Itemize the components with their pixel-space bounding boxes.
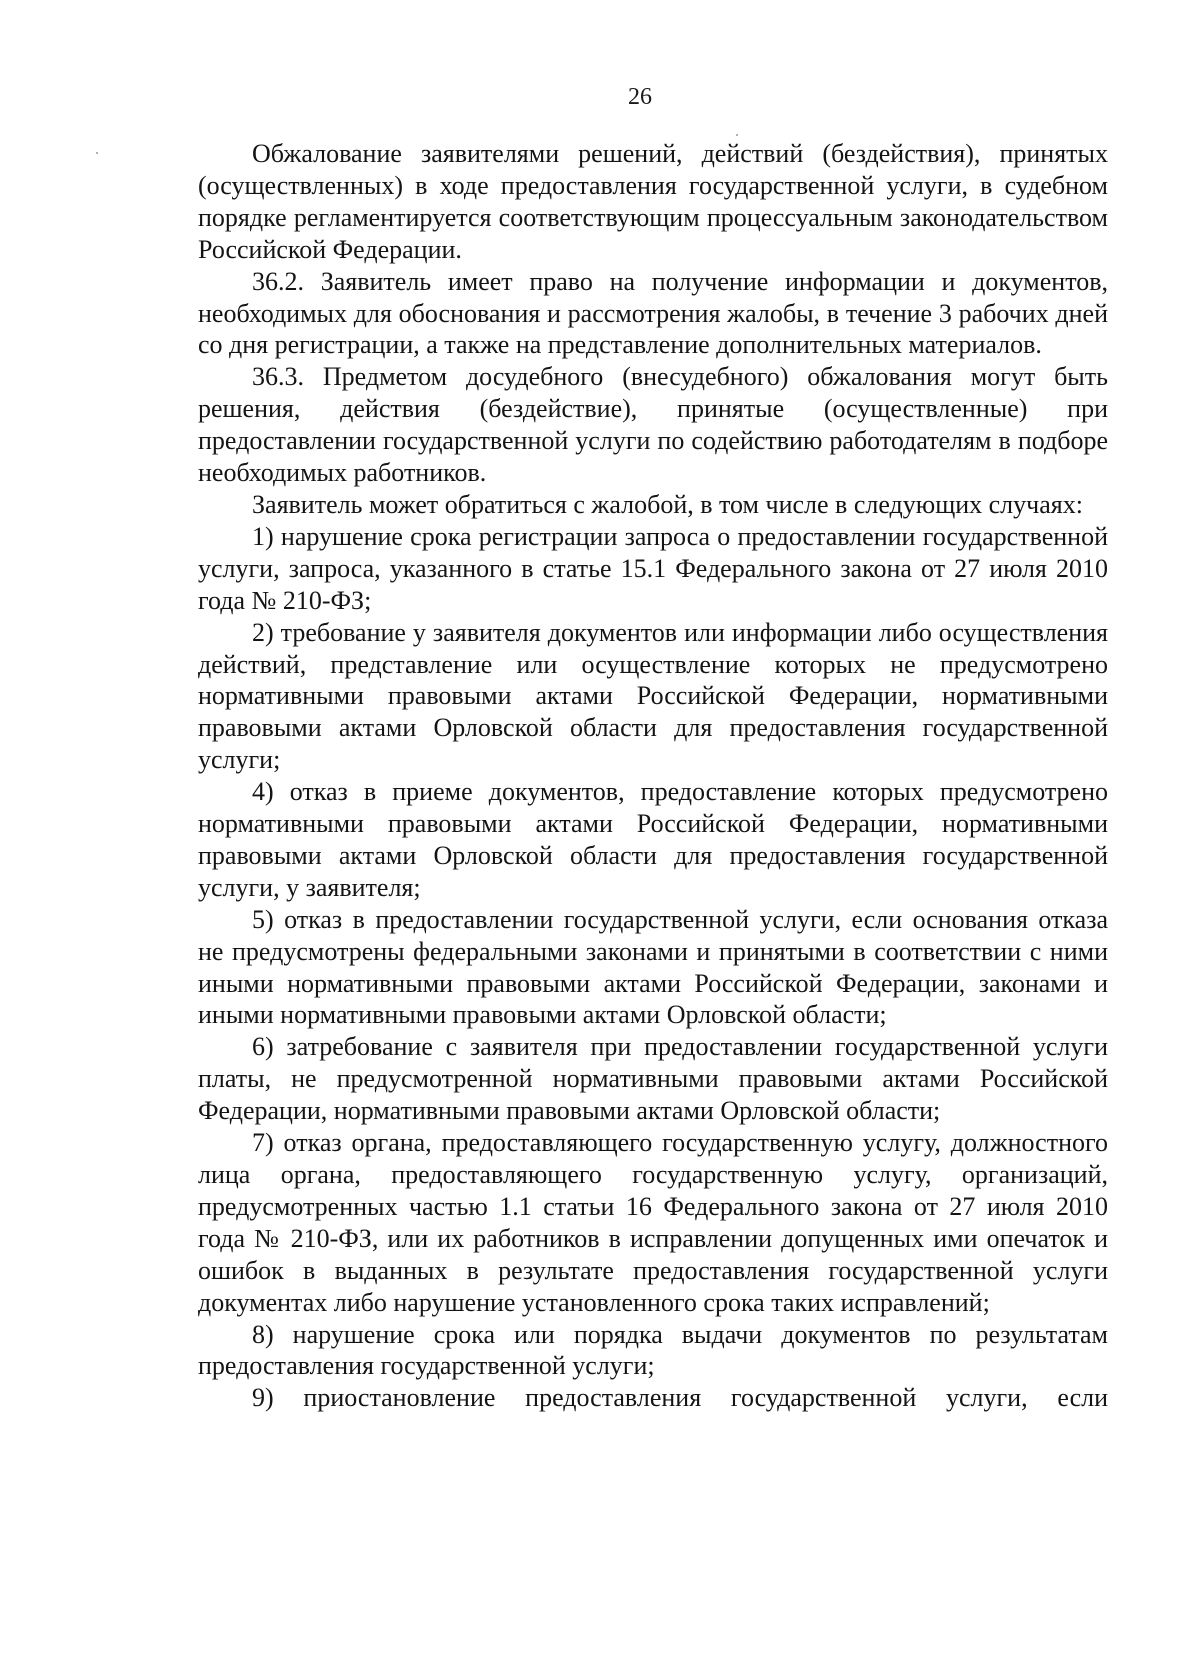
paragraph: 7) отказ органа, предоставляющего государственную услугу, должностного лица органа, предоставляющего государственную услугу, организаций, предусмотренных частью 1.1 статьи 16 Федерального закона от 27 июля 2010 года № 210-ФЗ, или их работников в исправлении допущенных ими опечаток и ошибок в выданных в результате предоставления государственной услуги документах либо нарушение установленного срока таких исправлений; xyxy=(198,1128,1108,1317)
paragraph: 5) отказ в предоставлении государственной услуги, если основания отказа не предусмотрены федеральными законами и принятыми в соответствии с ними иными нормативными правовыми актами Российской Федерации, законами и иными нормативными правовыми актами Орловской области; xyxy=(198,904,1108,1030)
paragraph: 36.3. Предметом досудебного (внесудебного) обжалования могут быть решения, действия (бездействие), принятые (осуществленные) при предоставлении государственной услуги по содействию работодателям в подборе необходимых работников. xyxy=(198,362,1108,488)
paragraph: 4) отказ в приеме документов, предоставление которых предусмотрено нормативными правовыми актами Российской Федерации, нормативными правовыми актами Орловской области для предоставления государственной услуги, у заявителя; xyxy=(198,777,1108,902)
paragraph: 2) требование у заявителя документов или информации либо осуществления действий, представление или осуществление которых не предусмотрено нормативными правовыми актами Российской Федерации, нормативными правовыми актами Орловской области для предоставления государственной услуги; xyxy=(198,617,1108,775)
paragraph: 1) нарушение срока регистрации запроса о предоставлении государственной услуги, запроса, указанного в статье 15.1 Федерального закона от 27 июля 2010 года № 210-ФЗ; xyxy=(198,521,1108,615)
page-number: 26 xyxy=(628,84,652,110)
scan-speck xyxy=(96,152,98,154)
paragraph: 6) затребование с заявителя при предоставлении государственной услуги платы, не предусмотренной нормативными правовыми актами Российской Федерации, нормативными правовыми актами Орловской области; xyxy=(198,1032,1108,1126)
paragraph: Обжалование заявителями решений, действий (бездействия), принятых (осуществленных) в ходе предоставления государственной услуги, в судебном порядке регламентируется соответствующим процессуальным законодательством Российской Федерации. xyxy=(198,139,1108,264)
paragraph: 36.2. Заявитель имеет право на получение информации и документов, необходимых для обоснования и рассмотрения жалобы, в течение 3 рабочих дней со дня регистрации, а также на представление дополнительных материалов. xyxy=(198,266,1108,360)
document-body xyxy=(198,138,1108,1414)
paragraph: Заявитель может обратиться с жалобой, в том числе в следующих случаях: xyxy=(252,489,1083,519)
paragraph: 8) нарушение срока или порядка выдачи документов по результатам предоставления государственной услуги; xyxy=(198,1319,1108,1381)
paragraph: 9) приостановление предоставления государственной услуги, если xyxy=(252,1383,1108,1413)
scan-speck xyxy=(736,134,738,136)
